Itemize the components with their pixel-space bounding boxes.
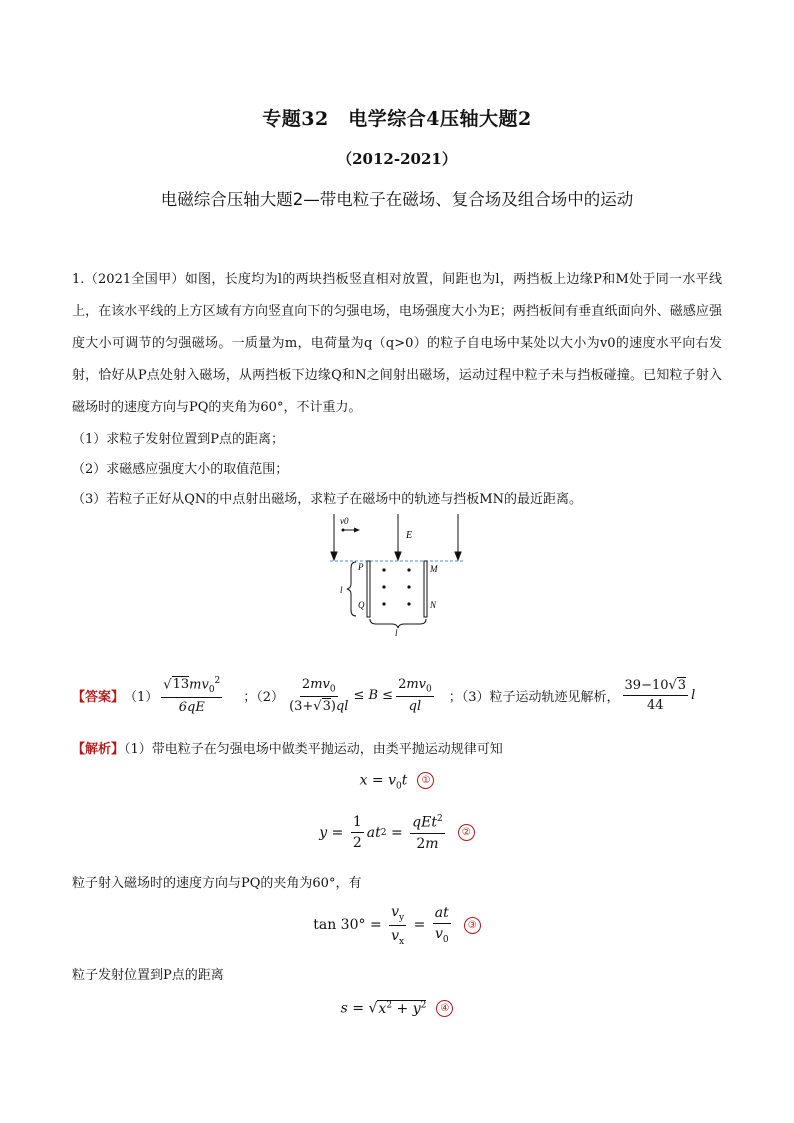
label-l-left: l	[340, 585, 343, 595]
equation-4: $s = √x^2 + y^2$ ④	[0, 1000, 794, 1017]
answer-tag: 【答案】	[72, 689, 125, 705]
answer-2-ineq: ≤ B ≤	[353, 687, 394, 703]
mark-1: ①	[417, 772, 434, 789]
page-title: 专题32 电学综合4压轴大题2	[262, 108, 532, 130]
analysis-intro	[72, 738, 503, 757]
label-v0: v0	[340, 516, 349, 526]
plate-PQ	[367, 561, 370, 617]
physics-diagram	[320, 508, 470, 636]
answer-3-label: ；（3）粒子运动轨迹见解析，	[448, 689, 620, 705]
year-range: （2012-2021）	[337, 150, 457, 168]
bottom-brace	[370, 619, 426, 628]
label-P: P	[358, 562, 364, 572]
analysis-line-1: （1）带电粒子在匀强电场中做类平抛运动，由类平抛运动规律可知	[124, 742, 503, 757]
answer-line: 【答案】 （1） $\frac{√13mv_0^2}{6qE}$ ；（2） $\frac{2mv_0}{(3+√3)ql}$ ≤ B ≤ $\frac{2mv_0}{ql}$ ；（3）粒子运动轨迹见解析， $\frac{39-10√3}{44}$ l	[72, 676, 696, 715]
equation-3: tan 30° = $\frac{v_y}{v_x}$ = $\frac{at}{v_0}$ ③	[0, 904, 794, 947]
analysis-line-2: 粒子射入磁场时的速度方向与PQ的夹角为60°，有	[72, 876, 362, 891]
answer-3-formula: $\frac{39-10√3}{44}$	[624, 677, 687, 713]
page-subtitle: 电磁综合压轴大题2—带电粒子在磁场、复合场及组合场中的运动	[160, 190, 634, 209]
mark-2: ②	[458, 824, 475, 841]
label-M: M	[430, 564, 438, 574]
problem-intro: 1.（2021全国甲）如图，长度均为l的两块挡板竖直相对放置，间距也为l，两挡板上边缘P和M处于同一水平线上，在该水平线的上方区域有方向竖直向下的匀强电场，电场强度大小为E；两挡板间有垂直纸面向外、磁感应强度大小可调节的匀强磁场。一质量为m，电荷量为q（q>0）的粒子自电场中某处以大小为v0的速度水平向右发射，恰好从P点处射入磁场，从两挡板下边缘Q和N之间射出磁场，运动过程中粒子未与挡板碰撞。已知粒子射入磁场时的速度方向与PQ的夹角为60°，不计重力。	[72, 272, 722, 415]
analysis-tag: 【解析】	[72, 742, 125, 757]
mark-4: ④	[436, 1000, 453, 1017]
answer-1-label: （1）	[124, 689, 159, 705]
question-3: （3）若粒子正好从QN的中点射出磁场，求粒子在磁场中的轨迹与挡板MN的最近距离。	[72, 492, 582, 507]
magnetic-field-dots	[382, 568, 410, 605]
label-N: N	[430, 600, 437, 610]
answer-2-lower: $\frac{2mv_0}{(3+√3)ql}$	[289, 676, 349, 715]
label-l-bottom: l	[395, 628, 398, 636]
question-2: （2）求磁感应强度大小的取值范围；	[72, 462, 289, 477]
mark-3: ③	[464, 917, 481, 934]
answer-2-label: ；（2）	[243, 689, 285, 705]
equation-2: y = $\frac{1}{2}$ at 2 = $\frac{qEt^2}{2m}$ ②	[0, 814, 794, 852]
question-1: （1）求粒子发射位置到P点的距离；	[72, 432, 285, 447]
electric-field-lines	[331, 514, 461, 560]
analysis-line-3: 粒子发射位置到P点的距离	[72, 968, 224, 983]
answer-1-formula: $\frac{√13mv_0^2}{6qE}$	[163, 676, 221, 715]
answer-2-upper: $\frac{2mv_0}{ql}$	[398, 676, 432, 715]
label-E: E	[406, 530, 413, 541]
plate-MN	[424, 561, 427, 617]
velocity-arrow	[342, 528, 361, 533]
left-brace	[347, 562, 356, 616]
label-Q: Q	[358, 600, 365, 610]
equation-1: $x = v_0t$ ①	[0, 772, 794, 791]
